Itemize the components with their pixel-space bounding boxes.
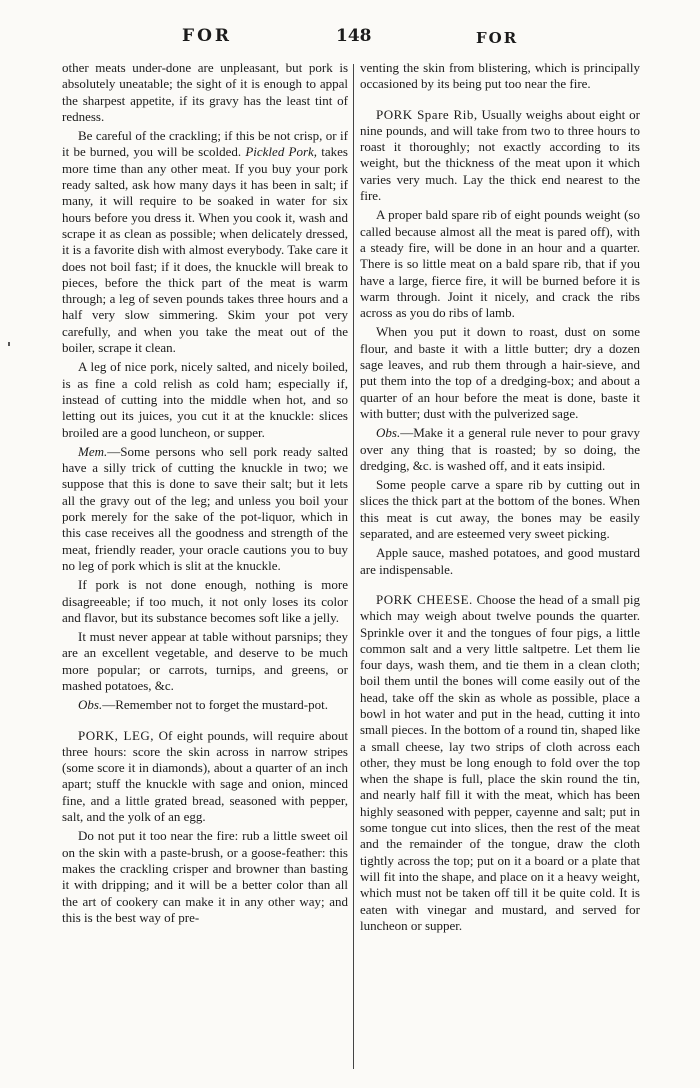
margin-mark	[8, 342, 10, 346]
paragraph: venting the skin from blistering, which is principally occasioned by its being put too near the fire.	[360, 60, 640, 92]
column-divider	[353, 64, 354, 1069]
entry-paragraph: PORK Spare Rib, Usually weighs about eight or nine pounds, and will take from two to three hours to roast it thoroughly; not exactly according to its weight, but the thickness of the meat upon it which varies very much. Lay the thick end nearest to the fire.	[360, 106, 640, 204]
entry-term: PORK, LEG,	[78, 727, 155, 743]
page-header	[0, 26, 700, 56]
left-column	[62, 60, 348, 1075]
paragraph: Obs.—Remember not to forget the mustard-pot.	[78, 697, 328, 713]
running-head-left: FOR	[182, 26, 233, 46]
paragraph: Mem.—Some persons who sell pork ready salted have a silly trick of cutting the knuckle in two; we suppose that this is done to save their salt; but it lets all the gravy out of the leg; and unless you boil your pork merely for the sake of the pot-liquor, which in this case receives all the goodness and strength of the meat, friendly reader, your oracle cautions you to buy no leg of pork which is slit at the knuckle.	[62, 443, 348, 573]
entry-paragraph: PORK, LEG, Of eight pounds, will require about three hours: score the skin across in narrow stripes (some score it in diamonds), about a quarter of an inch apart; stuff the knuckle with sage and onion, minced fine, and a little grated bread, seasoned with pepper, salt, and the yolk of an egg.	[62, 727, 348, 825]
paragraph: Do not put it too near the fire: rub a little sweet oil on the skin with a paste-brush, or a goose-feather: this makes the crackling crisper and browner than basting it with dripping; and it will be a better color than all the art of cookery can make it in any other way; and this is the best way of pre-	[62, 828, 348, 925]
note-label: Mem.	[78, 443, 108, 459]
paragraph: When you put it down to roast, dust on some flour, and baste it with a little butter; dry a dozen sage leaves, and rub them through a hair-sieve, and put them into the top of a dredging-box; and about a quarter of an hour before the meat is done, baste it with butter; dust with the pulverized sage.	[360, 324, 640, 421]
note-label: Obs.	[376, 425, 401, 441]
paragraph: If pork is not done enough, nothing is more disagreeable; if too much, it not only loses its color and flavor, but its substance becomes soft like a jelly.	[62, 577, 348, 625]
paragraph: Obs.—Make it a general rule never to pour gravy over any thing that is roasted; by so doing, the dredging, &c. is washed off, and it eats insipid.	[360, 425, 640, 473]
paragraph: Some people carve a spare rib by cutting out in slices the thick part at the bottom of the bones. When this meat is cut away, the bones may be easily separated, and are esteemed very sweet picking.	[360, 477, 640, 542]
page-number: 148	[336, 26, 372, 46]
entry-paragraph: PORK CHEESE. Choose the head of a small pig which may weigh about twelve pounds the quarter. Sprinkle over it and the tongues of four pigs, a little common salt and a very little saltpetre. Let them lie four days, wash them, and tie them in a clean cloth; boil them until the bones will come easily out of the head, take off the skin as whole as possible, place a bowl in hot water and put in the head, cutting it into small pieces. In the bottom of a round tin, shaped like a small cheese, lay two strips of cloth across each other, they must be long enough to fold over the top when the shape is full, place the skin round the tin, and nearly half fill it with the meat, which has been highly seasoned with pepper, cayenne and salt; put in some tongue cut into slices, then the rest of the meat and the remainder of the tongue, draw the cloth tightly across the top; put on it a board or a plate that will fit into the shape, and place on it a heavy weight, which must not be taken off till it be quite cold. It is eaten with vinegar and mustard, and served for luncheon or supper.	[360, 591, 640, 933]
right-column	[360, 60, 640, 1075]
paragraph: A leg of nice pork, nicely salted, and nicely boiled, is as fine a cold relish as cold ham; especially if, instead of cutting into the middle when hot, and so letting out its juices, you cut it at the knuckle: slices broiled are a good luncheon, or supper.	[62, 359, 348, 440]
paragraph: Be careful of the crackling; if this be not crisp, or if it be burned, you will be scolded. Pickled Pork, takes more time than any other meat. If you buy your pork ready salted, ask how many days it has been in salt; if many, it will require to be soaked in water for six hours before you dress it. When you cook it, wash and scrape it as clean as possible; when delicately dressed, it is a favorite dish with almost everybody. Take care it does not boil fast; if it does, the knuckle will break to pieces, before the thick part of the meat is warm through; a leg of seven pounds takes three hours and a half very slow simmering. Skim your pot very carefully, and when you take the meat out of the boiler, scrape it clean.	[62, 128, 348, 356]
entry-term: PORK CHEESE.	[376, 591, 473, 607]
entry-term: Pickled Pork,	[245, 144, 318, 160]
paragraph: A proper bald spare rib of eight pounds weight (so called because almost all the meat is pared off), with a steady fire, will be done in an hour and a quarter. There is so little meat on a bald spare rib, that if you have a large, fierce fire, it will be burned before it is warm through. Joint it nicely, and crack the ribs across as you do ribs of lamb.	[360, 207, 640, 321]
paragraph: other meats under-done are unpleasant, but pork is absolutely uneatable; the sight of it is enough to appal the sharpest appetite, if its gravy has the least tint of redness.	[62, 60, 348, 124]
entry-term: PORK Spare Rib,	[376, 106, 478, 122]
paragraph: Apple sauce, mashed potatoes, and good mustard are indispensable.	[360, 545, 640, 577]
paragraph: It must never appear at table without parsnips; they are an excellent vegetable, and deserve to be much more popular; or carrots, turnips, and greens, or mashed potatoes, &c.	[62, 629, 348, 693]
running-head-right: FOR	[476, 29, 519, 47]
note-label: Obs.	[78, 697, 103, 713]
